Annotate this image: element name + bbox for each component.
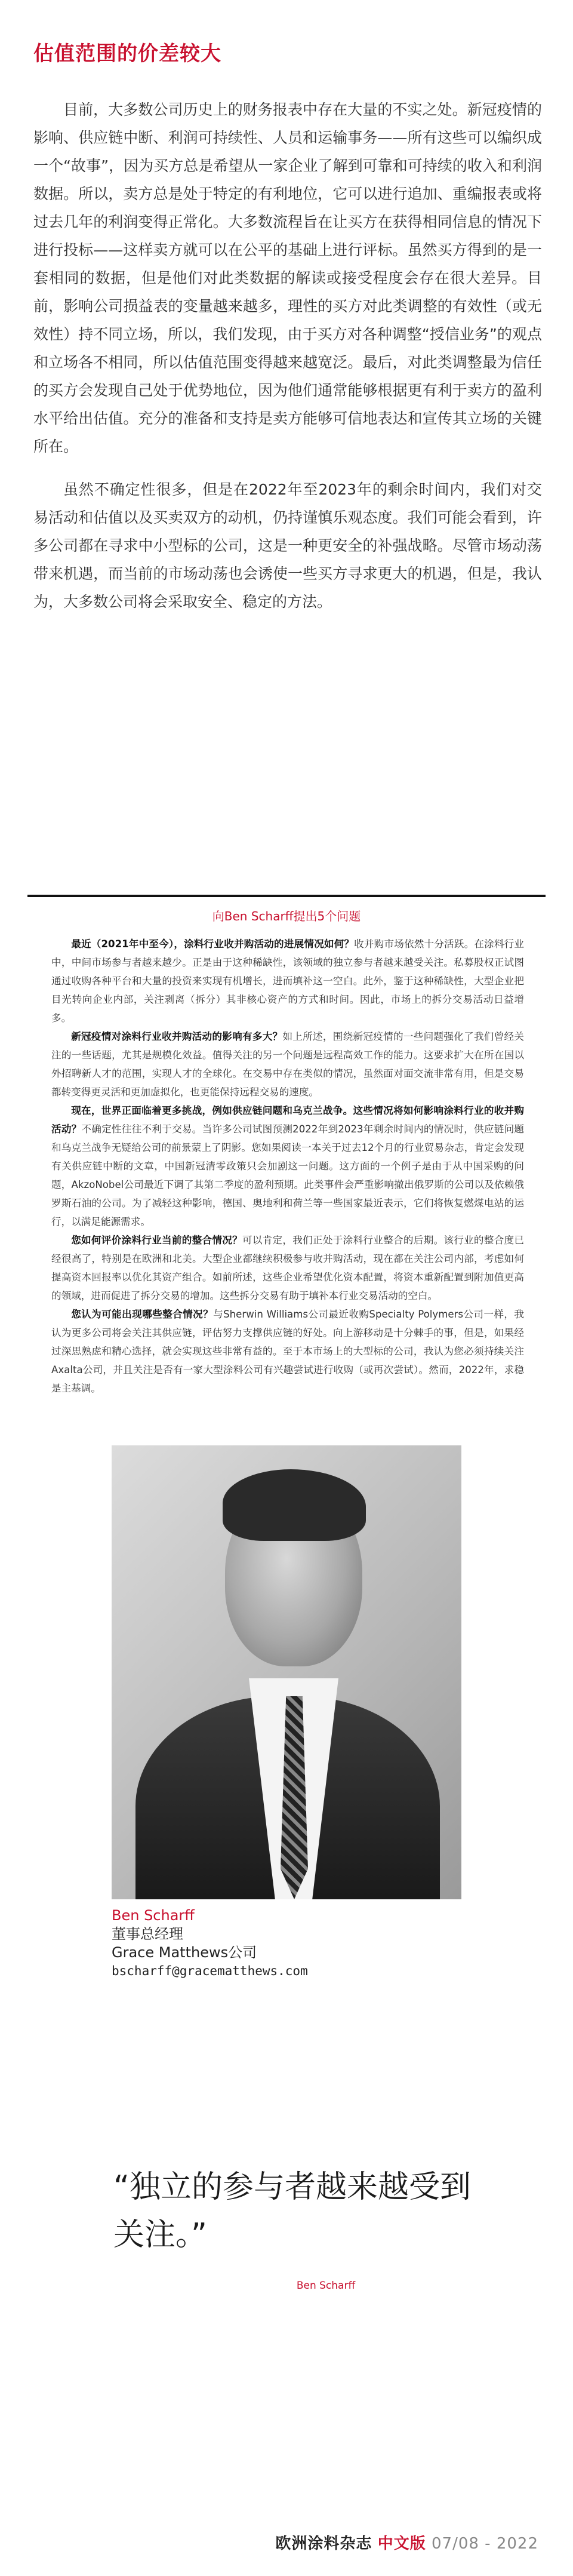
qa-question: 您认为可能出现哪些整合情况？ [71, 1309, 214, 1320]
qa-answer: 与Sherwin Williams公司最近收购Specialty Polymers公司一样，我认为更多公司将会关注其供应链，评估努力支撑供应链的好处。向上游移动是十分棘手的事，但是，如果经过深思熟虑和精心选择，就会实现这些非常有益的。至于本市场上的大型标的公司，我认为您必须持续关注Axalta公司，并且关注是否有一家大型涂料公司有兴趣尝试进行收购（或再次尝试）。然而，2022年，求稳是主基调。 [51, 1309, 525, 1394]
footer-magazine: 欧洲涂料杂志 [275, 2535, 372, 2553]
box-title: 向Ben Scharff提出5个问题 [212, 909, 361, 923]
qa-list [51, 935, 524, 1398]
qa-item [51, 1027, 524, 1101]
qa-answer: 不确定性往往不利于交易。当许多公司试图预测2022年到2023年剩余时间内的情况时，供应链问题和乌克兰战争无疑给公司的前景蒙上了阴影。您如果阅读一本关于过去12个月的行业贸易杂志，肯定会发现有关供应链中断的文章，中国新冠清零政策只会加剧这一问题。这方面的一个例子是由于从中国采购的问题，AkzoNobel公司最近下调了其第二季度的盈利预期。此类事件会严重影响撤出俄罗斯的公司以及依赖俄罗斯石油的公司。为了减轻这种影响，德国、奥地利和荷兰等一些国家最近表示，它们将恢复燃煤电站的运行，以满足能源需求。 [51, 1123, 524, 1227]
qa-question: 现在，世界正面临着更多挑战，例如供应链问题和乌克兰战争。这些情况将如何影响涂料行业的收并购活动？ [51, 1105, 524, 1135]
qa-answer: 如上所述，围绕新冠疫情的一些问题强化了我们曾经关注的一些话题，尤其是规模化效益。值得关注的另一个问题是远程高效工作的能力。这要求扩大在所在国以外招聘新人才的范围，实现人才的全球化。在交易中存在类似的情况，虽然面对面交流非常有用，但是交易都转变得更灵活和更加虚拟化，也更能保持远程交易的速度。 [51, 1031, 525, 1098]
profile-company: Grace Matthews公司 [112, 1944, 257, 1961]
section-title: 估值范围的价差较大 [33, 42, 221, 66]
qa-question: 最近（2021年中至今），涂料行业收并购活动的进展情况如何？ [71, 938, 355, 950]
qa-item [51, 935, 524, 1027]
qa-question: 您如何评价涂料行业当前的整合情况？ [71, 1235, 242, 1246]
qa-answer: 可以肯定，我们正处于涂料行业整合的后期。该行业的整合度已经很高了，特别是在欧洲和北美。大型企业都继续积极参与收并购活动，现在都在关注公司内部，考虑如何提高资本回报率以优化其资产组合。如前所述，这些企业希望优化资本配置，将资本重新配置到附加值更高的领域，进而促进了拆分交易的增加。这些拆分交易有助于填补本行业交易活动的空白。 [51, 1235, 524, 1301]
intro-paragraph: 目前，大多数公司历史上的财务报表中存在大量的不实之处。新冠疫情的影响、供应链中断、利润可持续性、人员和运输事务——所有这些可以编织成一个“故事”，因为买方总是希望从一家企业了解到可靠和可持续的收入和利润数据。所以，卖方总是处于特定的有利地位，它可以进行追加、重编报表或将过去几年的利润变得正常化。大多数流程旨在让买方在获得相同信息的情况下进行投标——这样卖方就可以在公平的基础上进行评标。虽然买方得到的是一套相同的数据，但是他们对此类数据的解读或接受程度会存在很大差异。目前，影响公司损益表的变量越来越多，理性的买方对此类调整的有效性（或无效性）持不同立场，所以，我们发现，由于买方对各种调整“授信业务”的观点和立场各不相同，所以估值范围变得越来越宽泛。最后，对此类调整最为信任的买方会发现自己处于优势地位，因为他们通常能够根据更有利于卖方的盈利水平给出估值。充分的准备和支持是卖方能够可信地表达和宣传其立场的关键所在。 [33, 101, 542, 455]
page-footer [275, 2531, 538, 2553]
box-top-rule [27, 895, 546, 897]
footer-issue: 07/08 - 2022 [431, 2535, 538, 2553]
profile-caption [112, 1906, 470, 1981]
portrait-hair [223, 1469, 366, 1541]
profile-name: Ben Scharff [112, 1907, 195, 1924]
intro-paragraph: 虽然不确定性很多，但是在2022年至2023年的剩余时间内，我们对交易活动和估值以及买卖双方的动机，仍持谨慎乐观态度。我们可能会看到，许多公司都在寻求中小型标的公司，这是一种更安全的补强战略。尽管市场动荡带来机遇，而当前的市场动荡也会诱使一些买方寻求更大的机遇，但是，我认为，大多数公司将会采取安全、稳定的方法。 [33, 481, 542, 610]
qa-question: 新冠疫情对涂料行业收并购活动的影响有多大？ [71, 1031, 283, 1042]
pull-quote: “独立的参与者越来越受到关注。” [113, 2169, 471, 2253]
qa-item [51, 1231, 524, 1305]
portrait-photo [112, 1445, 461, 1899]
profile-email[interactable]: bscharff@gracematthews.com [112, 1964, 308, 1978]
profile-role: 董事总经理 [112, 1926, 183, 1942]
qa-item [51, 1101, 524, 1231]
footer-edition: 中文版 [377, 2535, 426, 2553]
qa-answer: 收并购市场依然十分活跃。在涂料行业中，中间市场参与者越来越少。正是由于这种稀缺性，该领域的独立参与者越来越受关注。私募股权正试图通过收购各种平台和大量的投资来实现有机增长，进而填补这一空白。此外，鉴于这种稀缺性，大型企业把目光转向企业内部，关注剥离（拆分）其非核心资产的方式和时间。因此，市场上的拆分交易活动日益增多。 [51, 938, 524, 1024]
quote-attribution: Ben Scharff [296, 2280, 356, 2292]
intro-text [33, 96, 542, 631]
qa-item [51, 1305, 524, 1398]
